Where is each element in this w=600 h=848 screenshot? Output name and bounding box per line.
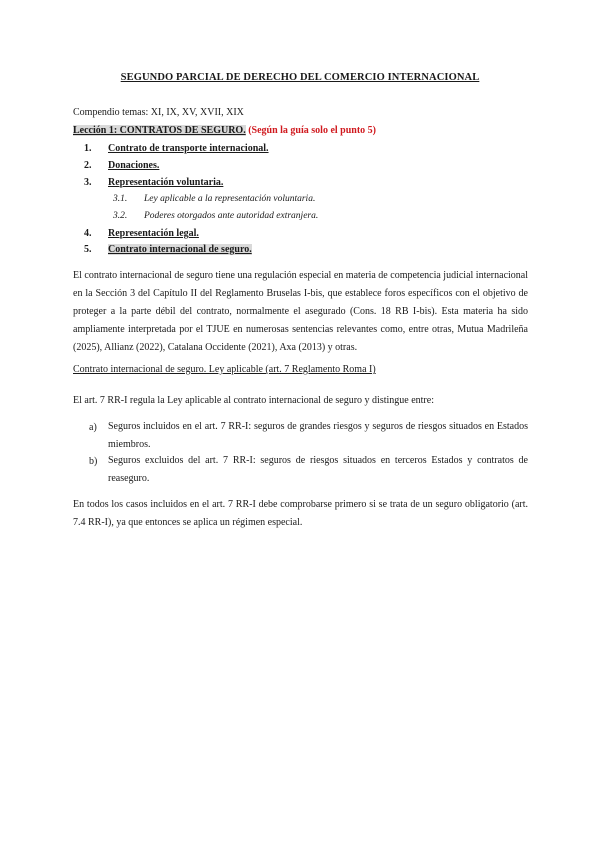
- leccion-note: (Según la guía solo el punto 5): [248, 125, 377, 136]
- art7-paragraph: El art. 7 RR-I regula la Ley aplicable al contrato internacional de seguro y distingue entre:: [73, 395, 434, 406]
- item-contrato-seguro: Contrato internacional de seguro.: [108, 244, 252, 255]
- item-number: 3.: [84, 177, 92, 188]
- final-paragraph: En todos los casos incluidos en el art. 7 RR-I debe comprobarse primero si se trata de un seguro obligatorio (art. 7.4 RR-I), ya que entonces se aplica un régimen especial.: [73, 499, 528, 528]
- leccion-heading: [73, 125, 376, 136]
- compendio-line: Compendio temas: XI, IX, XV, XVII, XIX: [73, 107, 244, 118]
- section-heading: Contrato internacional de seguro. Ley aplicable (art. 7 Reglamento Roma I): [73, 364, 376, 375]
- list-letter: b): [89, 456, 98, 467]
- subitem-ley-aplicable: Ley aplicable a la representación voluntaria.: [144, 194, 316, 204]
- intro-paragraph: El contrato internacional de seguro tiene una regulación especial en materia de competencia judicial internacional en la Sección 3 del Capítulo II del Reglamento Bruselas I-bis, que establece foros específicos con el objetivo de proteger a la parte débil del contrato, normalmente el asegurado (Cons. 18 RB I-bis). Esta materia ha sido ampliamente interpretada por el TJUE en numerosas sentencias relevantes como, entre otras, Mutua Madrileña (2025), Allianz (2022), Catalana Occidente (2021), Axa (2013) y otras.: [73, 270, 528, 353]
- list-item-incluidos: Seguros incluidos en el art. 7 RR-I: seguros de grandes riesgos y seguros de riesgos situados en Estados miembros.: [108, 421, 528, 450]
- item-number: 4.: [84, 228, 92, 239]
- item-representacion-voluntaria: Representación voluntaria.: [108, 177, 224, 188]
- document-title: SEGUNDO PARCIAL DE DERECHO DEL COMERCIO INTERNACIONAL: [120, 72, 480, 83]
- item-number: 5.: [84, 244, 92, 255]
- item-number: 2.: [84, 160, 92, 171]
- leccion-label: Lección 1: CONTRATOS DE SEGURO.: [73, 125, 246, 136]
- subitem-number: 3.1.: [113, 194, 128, 204]
- list-item-excluidos: Seguros excluidos del art. 7 RR-I: seguros de riesgos situados en terceros Estados y contratos de reaseguro.: [108, 455, 528, 484]
- item-donaciones: Donaciones.: [108, 160, 160, 171]
- subitem-poderes: Poderes otorgados ante autoridad extranjera.: [144, 211, 319, 221]
- list-letter: a): [89, 422, 97, 433]
- subitem-number: 3.2.: [113, 211, 128, 221]
- item-transporte: Contrato de transporte internacional.: [108, 143, 269, 154]
- item-number: 1.: [84, 143, 92, 154]
- item-representacion-legal: Representación legal.: [108, 228, 199, 239]
